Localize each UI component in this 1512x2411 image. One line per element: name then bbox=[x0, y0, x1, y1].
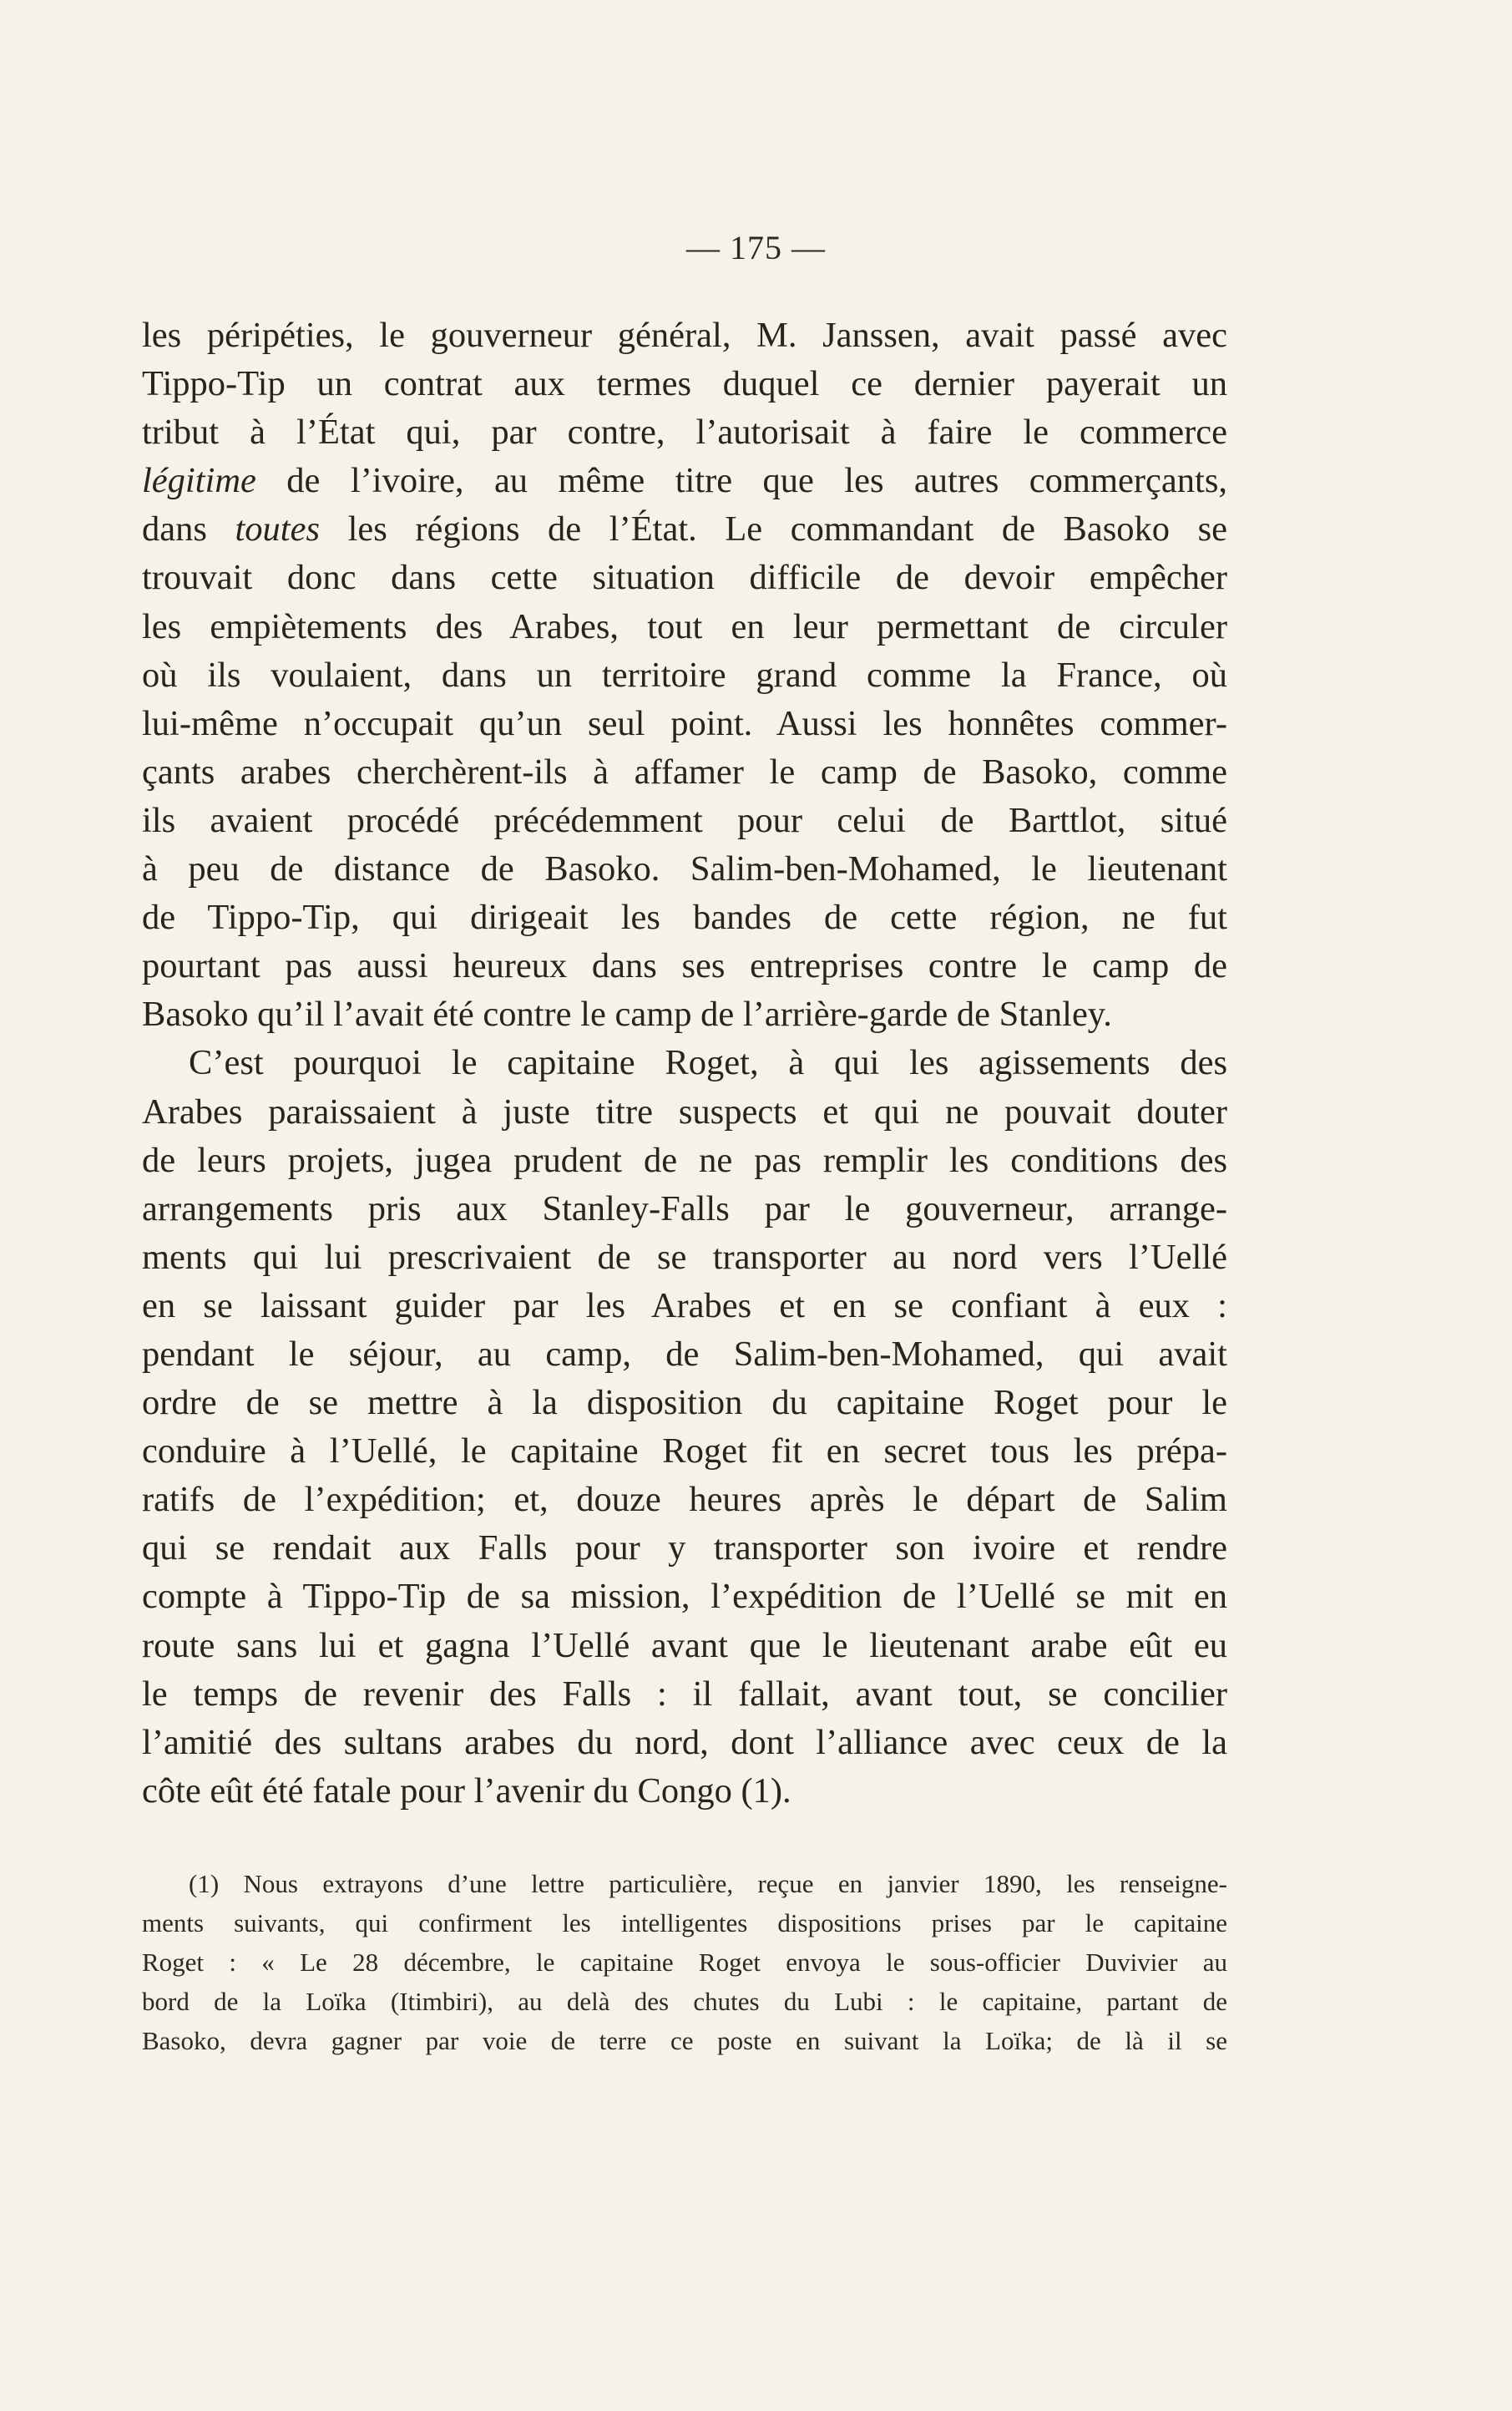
text-line: de leurs projets, jugea prudent de ne pas remplir les conditions des bbox=[142, 1140, 1227, 1180]
italic-word: légitime bbox=[142, 461, 256, 501]
text-run: dans bbox=[142, 509, 235, 550]
text-run: de l’ivoire, au même titre que les autres commerçants, bbox=[255, 461, 1227, 501]
main-text bbox=[142, 312, 1227, 1816]
text-line: le temps de revenir des Falls : il fallait, avant tout, se concilier bbox=[142, 1674, 1227, 1714]
text-line: çants arabes cherchèrent-ils à affamer le camp de Basoko, comme bbox=[142, 752, 1227, 792]
text-line: l’amitié des sultans arabes du nord, dont l’alliance avec ceux de la bbox=[142, 1722, 1227, 1762]
text-line: tribut à l’État qui, par contre, l’autorisait à faire le commerce bbox=[142, 413, 1227, 453]
footnote bbox=[142, 1864, 1227, 2060]
text-line: de Tippo-Tip, qui dirigeait les bandes de cette région, ne fut bbox=[142, 898, 1227, 938]
text-line: ils avaient procédé précédemment pour celui de Barttlot, situé bbox=[142, 800, 1227, 840]
text-line: pendant le séjour, au camp, de Salim-ben-Mohamed, qui avait bbox=[142, 1334, 1227, 1374]
text-line: ratifs de l’expédition; et, douze heures après le départ de Salim bbox=[142, 1480, 1227, 1520]
text-line: conduire à l’Uellé, le capitaine Roget fit en secret tous les prépa- bbox=[142, 1431, 1227, 1471]
text-line: pourtant pas aussi heureux dans ses entreprises contre le camp de bbox=[142, 946, 1227, 986]
page-number: — 175 — bbox=[686, 229, 826, 266]
footnote-line: bord de la Loïka (Itimbiri), au delà des chutes du Lubi : le capitaine, partant de bbox=[142, 1987, 1227, 2016]
footnote-line: ments suivants, qui confirment les intelligentes dispositions prises par le capitaine bbox=[142, 1908, 1227, 1937]
text-line: trouvait donc dans cette situation difficile de devoir empêcher bbox=[142, 558, 1227, 598]
italic-word: toutes bbox=[235, 509, 321, 550]
footnote-line: Roget : « Le 28 décembre, le capitaine Roget envoya le sous-officier Duvivier au bbox=[142, 1948, 1227, 1977]
text-line bbox=[142, 505, 1227, 554]
text-line: lui-même n’occupait qu’un seul point. Aussi les honnêtes commer- bbox=[142, 703, 1227, 743]
text-line: qui se rendait aux Falls pour y transporter son ivoire et rendre bbox=[142, 1528, 1227, 1568]
text-line: Tippo-Tip un contrat aux termes duquel ce dernier payerait un bbox=[142, 364, 1227, 404]
text-line: compte à Tippo-Tip de sa mission, l’expédition de l’Uellé se mit en bbox=[142, 1577, 1227, 1617]
footnote-line: Basoko, devra gagner par voie de terre ce poste en suivant la Loïka; de là il se bbox=[142, 2026, 1227, 2055]
text-line: route sans lui et gagna l’Uellé avant que le lieutenant arabe eût eu bbox=[142, 1625, 1227, 1665]
text-line: à peu de distance de Basoko. Salim-ben-Mohamed, le lieutenant bbox=[142, 849, 1227, 889]
footnote-line: (1) Nous extrayons d’une lettre particulière, reçue en janvier 1890, les renseigne- bbox=[189, 1869, 1227, 1898]
paragraph-end-line: côte eût été fatale pour l’avenir du Congo (1). bbox=[142, 1770, 791, 1811]
text-line: Arabes paraissaient à juste titre suspects et qui ne pouvait douter bbox=[142, 1092, 1227, 1132]
text-run: les régions de l’État. Le commandant de Basoko se bbox=[320, 509, 1227, 550]
text-line bbox=[142, 457, 1227, 505]
text-line: en se laissant guider par les Arabes et en se confiant à eux : bbox=[142, 1285, 1227, 1325]
text-line: ments qui lui prescrivaient de se transporter au nord vers l’Uellé bbox=[142, 1237, 1227, 1277]
paragraph-end-line: Basoko qu’il l’avait été contre le camp de l’arrière-garde de Stanley. bbox=[142, 995, 1112, 1035]
text-line: les péripéties, le gouverneur général, M. Janssen, avait passé avec bbox=[142, 316, 1227, 355]
text-line: où ils voulaient, dans un territoire grand comme la France, où bbox=[142, 655, 1227, 695]
text-line: arrangements pris aux Stanley-Falls par le gouverneur, arrange- bbox=[142, 1188, 1227, 1228]
text-line: les empiètements des Arabes, tout en leur permettant de circuler bbox=[142, 606, 1227, 646]
paragraph-first-line: C’est pourquoi le capitaine Roget, à qui les agissements des bbox=[189, 1043, 1227, 1083]
text-line: ordre de se mettre à la disposition du capitaine Roget pour le bbox=[142, 1383, 1227, 1423]
